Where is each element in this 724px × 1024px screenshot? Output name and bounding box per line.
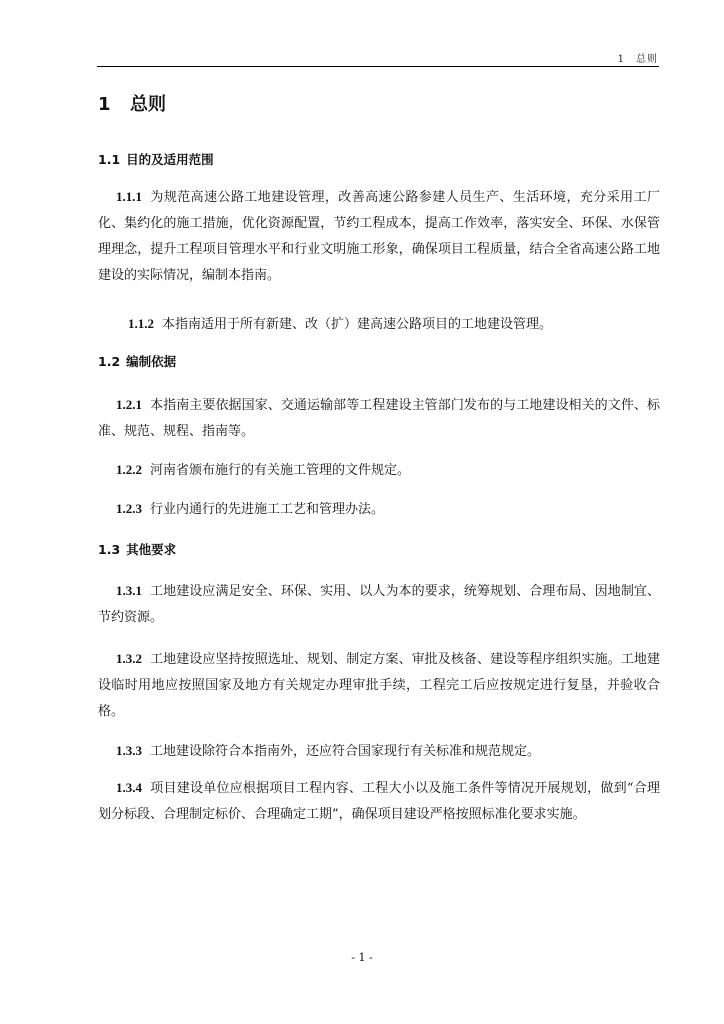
clause-1-3-1 [98,578,660,631]
clause-1-2-2 [98,457,660,484]
clause-number: 1.2.2 [116,462,142,477]
clause-text: 工地建设应坚持按照选址、规划、制定方案、审批及核备、建设等程序组织实施。工地建设临时用地应按照国家及地方有关规定办理审批手续，工程完工后应按规定进行复垦，并验收合格。 [98,652,660,719]
clause-text: 工地建设除符合本指南外，还应符合国家现行有关标准和规范规定。 [150,744,541,759]
header-rule [97,66,659,67]
section-number: 1.3 [98,542,121,557]
section-number: 1.2 [98,354,121,369]
clause-number: 1.1.2 [128,316,154,331]
clause-text: 本指南适用于所有新建、改（扩）建高速公路项目的工地建设管理。 [162,317,553,332]
clause-number: 1.2.1 [116,397,142,412]
clause-text: 为规范高速公路工地建设管理，改善高速公路参建人员生产、生活环境，充分采用工厂化、集约化的施工措施，优化资源配置，节约工程成本，提高工作效率，落实安全、环保、水保管理理念，提升工程项目管理水平和行业文明施工形象，确保项目工程质量，结合全省高速公路工地建设的实际情况，编制本指南。 [98,190,660,283]
clause-text: 河南省颁布施行的有关施工管理的文件规定。 [150,463,411,478]
clause-1-2-3 [98,496,660,523]
section-heading-1-3 [98,540,176,558]
clause-text: 行业内通行的先进施工工艺和管理办法。 [150,502,385,517]
section-title-text: 其他要求 [126,542,177,557]
clause-number: 1.3.2 [116,651,142,666]
clause-text: 本指南主要依据国家、交通运输部等工程建设主管部门发布的与工地建设相关的文件、标准、规范、规程、指南等。 [98,398,660,439]
clause-1-2-1 [98,392,660,445]
chapter-title [98,90,166,116]
clause-1-1-1 [98,184,660,289]
clause-text: 工地建设应满足安全、环保、实用、以人为本的要求，统筹规划、合理布局、因地制宜、节约资源。 [98,584,660,625]
section-title-text: 目的及适用范围 [126,152,214,167]
clause-1-3-4 [98,775,660,828]
running-header: 1 总则 [617,54,658,65]
clause-number: 1.3.4 [116,780,142,795]
clause-number: 1.1.1 [116,189,142,204]
clause-1-3-2 [98,646,660,725]
page-number: - 1 - [351,951,373,964]
section-title-text: 编制依据 [126,354,177,369]
clause-number: 1.2.3 [116,501,142,516]
clause-number: 1.3.3 [116,743,142,758]
section-heading-1-2 [98,352,176,370]
clause-1-3-3 [98,738,660,765]
clause-number: 1.3.1 [116,583,142,598]
section-heading-1-1 [98,150,214,168]
chapter-title-text: 总则 [130,94,166,115]
clause-text: 项目建设单位应根据项目工程内容、工程大小以及施工条件等情况开展规划，做到“合理划分标段、合理制定标价、合理确定工期”，确保项目建设严格按照标准化要求实施。 [98,781,660,822]
chapter-number: 1 [98,94,111,115]
section-number: 1.1 [98,152,121,167]
clause-1-1-2 [98,311,660,338]
